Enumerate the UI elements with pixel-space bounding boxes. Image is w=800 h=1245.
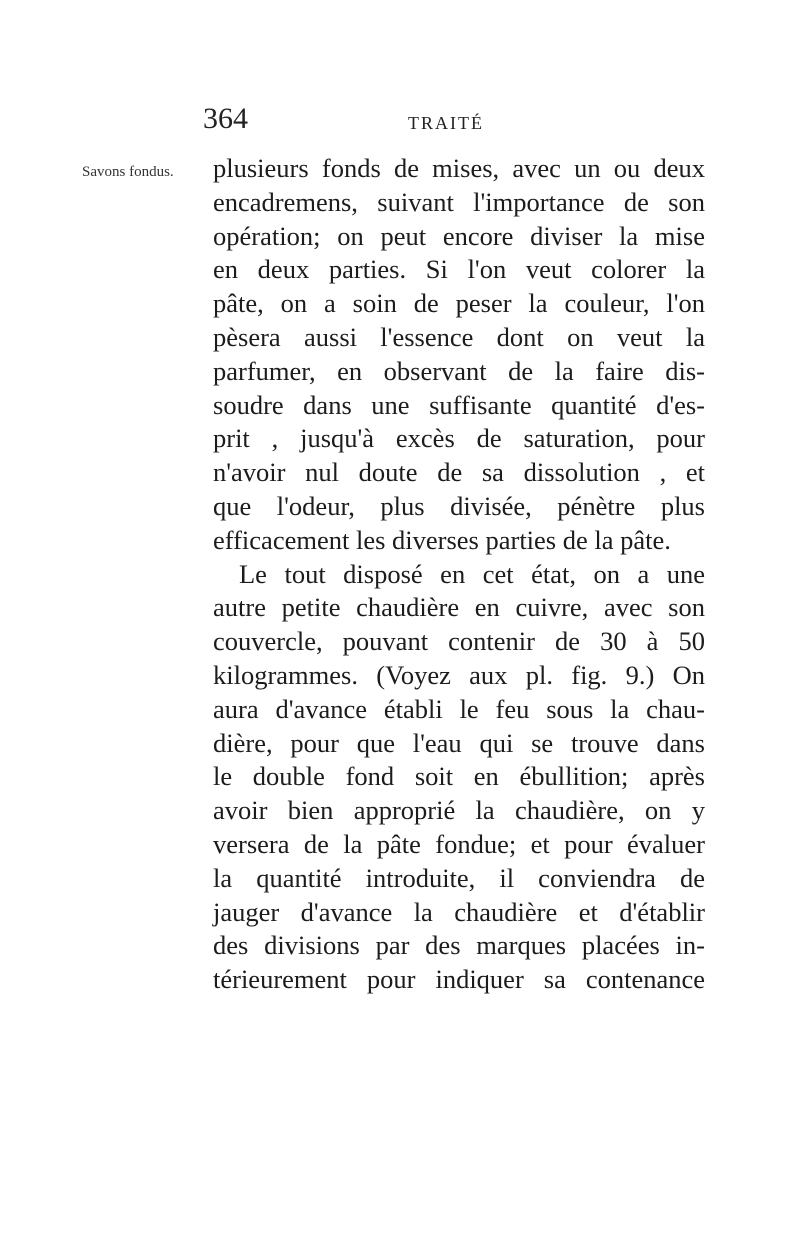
text-line: jauger d'avance la chaudière et d'établir [213, 896, 705, 927]
text-line: soudre dans une suffisante quantité d'es- [213, 389, 705, 420]
running-head: TRAITÉ [408, 113, 484, 133]
text-line: parfumer, en observant de la faire dis- [213, 355, 705, 386]
text-line: n'avoir nul doute de sa dissolution , et [213, 457, 705, 488]
text-line: en deux parties. Si l'on veut colorer la [213, 254, 705, 285]
text-line: pèsera aussi l'essence dont on veut la [213, 321, 705, 352]
text-line: kilogrammes. (Voyez aux pl. fig. 9.) On [213, 659, 705, 690]
text-line: encadremens, suivant l'importance de son [213, 186, 705, 217]
text-line: que l'odeur, plus divisée, pénètre plus [213, 490, 705, 521]
text-line: dière, pour que l'eau qui se trouve dans [213, 727, 705, 758]
text-line: Le tout disposé en cet état, on a une [239, 558, 705, 589]
text-line: pâte, on a soin de peser la couleur, l'on [213, 288, 705, 319]
text-line: le double fond soit en ébullition; après [213, 761, 705, 792]
text-line: autre petite chaudière en cuivre, avec son [213, 592, 705, 623]
text-line: efficacement les diverses parties de la pâte. [213, 524, 671, 555]
text-line: aura d'avance établi le feu sous la chau- [213, 693, 705, 724]
text-line: térieurement pour indiquer sa contenance [213, 964, 705, 995]
page-number: 364 [203, 102, 248, 135]
text-line: prit , jusqu'à excès de saturation, pour [213, 423, 705, 454]
text-line: plusieurs fonds de mises, avec un ou deux [213, 153, 705, 183]
text-line: des divisions par des marques placées in- [213, 930, 705, 961]
margin-note: Savons fondus. [82, 164, 174, 180]
text-line: versera de la pâte fondue; et pour évaluer [213, 828, 705, 859]
body-text [213, 152, 705, 997]
text-line: la quantité introduite, il conviendra de [213, 862, 705, 893]
text-line: opération; on peut encore diviser la mise [213, 220, 705, 251]
text-line: avoir bien approprié la chaudière, on y [213, 795, 705, 826]
text-line: couvercle, pouvant contenir de 30 à 50 [213, 626, 705, 657]
